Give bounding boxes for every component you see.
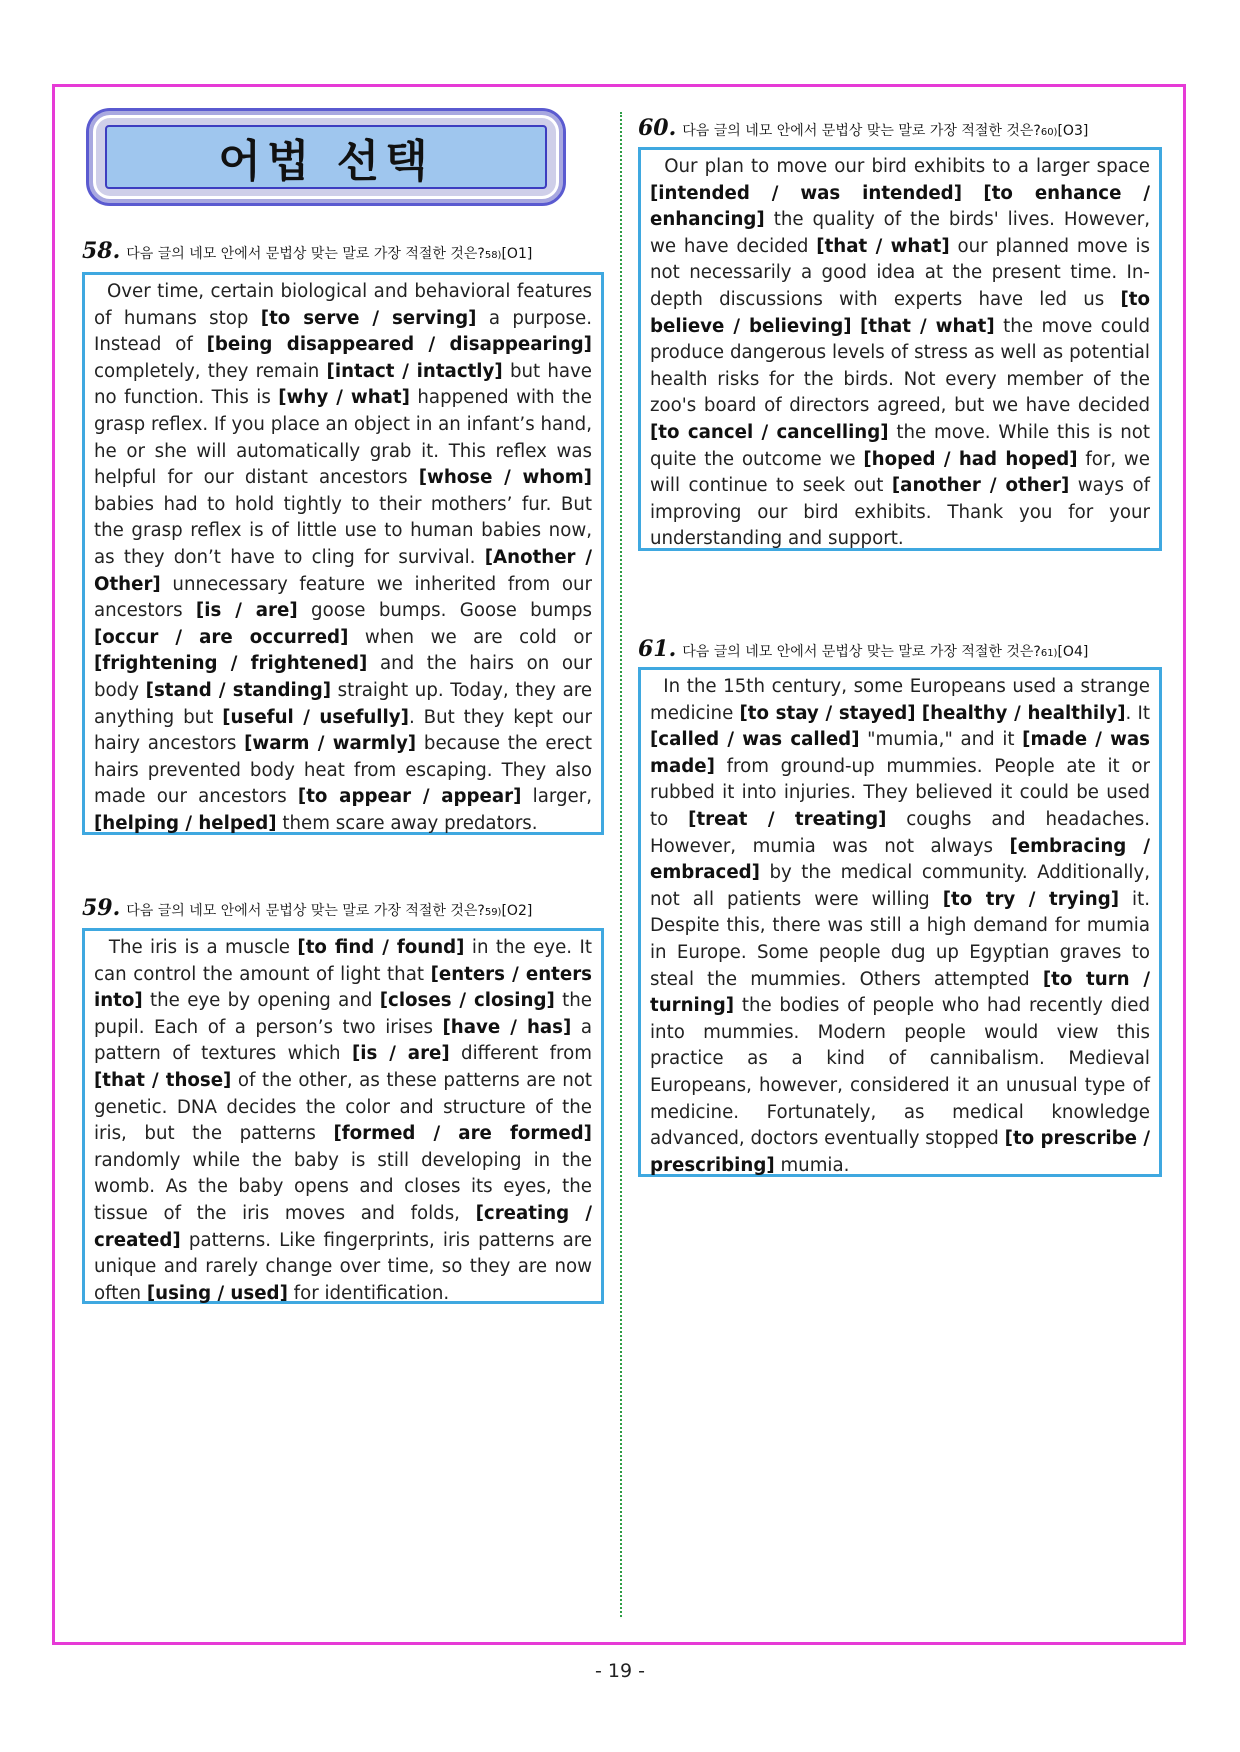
passage-text: The iris is a muscle — [94, 937, 298, 958]
answer-choice: [intended / was intended] — [650, 182, 963, 204]
question-footnote: 61) — [1040, 648, 1058, 659]
question-footnote: 60) — [1040, 127, 1058, 138]
answer-choice: [made / was made] — [650, 729, 1150, 777]
section-title-banner — [86, 108, 566, 206]
answer-choice: [treat / treating] — [688, 808, 887, 830]
passage-text: it. Despite this, there was still a high demand for mumia in Europe. Some people dug up Egyptian graves to steal the mummies. Others attempted — [650, 888, 1150, 990]
question-prompt: 다음 글의 네모 안에서 문법상 맞는 말로 가장 적절한 것은? — [126, 246, 485, 262]
passage-text: . But they kept our hairy ancestors — [94, 706, 592, 755]
question-header-58 — [82, 238, 532, 264]
passage-text: but have no function. This is — [94, 360, 592, 409]
passage-box-60 — [638, 147, 1162, 551]
passage-text: a purpose. Instead of — [94, 307, 592, 356]
question-code: [O1] — [501, 246, 533, 262]
answer-choice: [whose / whom] — [418, 467, 592, 489]
passage-text: "mumia," and it — [859, 729, 1023, 751]
passage-box-61 — [638, 667, 1162, 1177]
answer-choice: [closes / closing] — [379, 990, 555, 1012]
answer-choice: [hoped / had hoped] — [863, 448, 1078, 470]
passage-text: the quality of the birds' lives. However, we have decided — [650, 209, 1150, 257]
answer-choice: [to stay / stayed] — [739, 702, 916, 724]
passage-text: randomly while the baby is still developing in the womb. As the baby opens and closes its eyes, the tissue of the iris moves and folds, — [94, 1149, 592, 1224]
passage-text: unnecessary feature we inherited from our ancestors — [94, 573, 592, 622]
passage-text: Our plan to move our bird exhibits to a larger space — [650, 156, 1156, 177]
question-prompt: 다음 글의 네모 안에서 문법상 맞는 말로 가장 적절한 것은? — [126, 903, 485, 919]
answer-choice: [have / has] — [442, 1016, 572, 1038]
passage-text: by the medical community. Additionally, not all patients were willing — [650, 862, 1150, 910]
answer-choice: [occur / are occurred] — [94, 626, 349, 648]
answer-choice: [to find / found] — [297, 937, 465, 958]
passage-text: in the eye. It can control the amount of light that — [94, 937, 592, 985]
answer-choice: [is / are] — [351, 1043, 450, 1065]
question-header-59 — [82, 895, 532, 921]
question-number: 61. — [638, 636, 677, 662]
answer-choice: [warm / warmly] — [244, 733, 417, 755]
passage-text: the bodies of people who had recently died into mummies. Modern people would view this practice as a kind of cannibalism. Medieval Europeans, however, considered it an unusual type of medicine. Fortunately, as medical knowledge advanced, doctors eventually stopped — [650, 995, 1150, 1150]
answer-choice: [to turn / turning] — [650, 968, 1150, 1017]
answer-choice: [another / other] — [891, 475, 1070, 497]
passage-text: mumia. — [774, 1154, 850, 1176]
answer-choice: [to try / trying] — [942, 888, 1120, 910]
passage-text: because the erect hairs prevented body heat from escaping. They also made our ancestors — [94, 733, 592, 808]
page-number: - 19 - — [595, 1660, 645, 1682]
passage-box-59 — [82, 928, 604, 1304]
answer-choice: [to believe / believing] — [650, 288, 1150, 337]
answer-choice: [why / what] — [278, 387, 410, 409]
question-prompt: 다음 글의 네모 안에서 문법상 맞는 말로 가장 적절한 것은? — [682, 644, 1041, 660]
answer-choice: [helping / helped] — [94, 812, 277, 834]
passage-text: them scare away predators. — [276, 812, 538, 834]
question-number: 59. — [82, 895, 121, 921]
answer-choice: [frightening / frightened] — [94, 653, 368, 675]
passage-text: the move. While this is not quite the outcome we — [650, 421, 1151, 470]
passage-text: different from — [449, 1043, 592, 1065]
passage-text — [852, 316, 860, 337]
answer-choice: [that / those] — [94, 1069, 232, 1091]
answer-choice: [to cancel / cancelling] — [650, 421, 889, 443]
question-footnote: 58) — [484, 250, 502, 261]
answer-choice: [intact / intactly] — [326, 360, 503, 382]
passage-text: when we are cold or — [348, 626, 592, 648]
section-title: 어법 선택 — [218, 136, 434, 187]
passage-text: for identification. — [287, 1282, 450, 1304]
passage-text: . It — [1125, 702, 1150, 724]
question-number: 60. — [638, 115, 677, 141]
answer-choice: [enters / enters into] — [94, 963, 592, 1012]
answer-choice: [Another / Other] — [94, 546, 592, 595]
answer-choice: [to enhance / enhancing] — [650, 182, 1150, 231]
question-header-60 — [638, 115, 1088, 141]
passage-text: and the hairs on our body — [94, 653, 593, 701]
answer-choice: [that / what] — [860, 315, 995, 337]
passage-text: coughs and headaches. However, mumia was not always — [650, 808, 1150, 857]
question-code: [O2] — [501, 903, 533, 919]
answer-choice: [creating / created] — [94, 1202, 593, 1251]
passage-box-58 — [82, 272, 604, 835]
answer-choice: [using / used] — [146, 1282, 288, 1304]
answer-choice: [embracing / embraced] — [650, 835, 1150, 884]
answer-choice: [to appear / appear] — [297, 786, 522, 808]
question-code: [O3] — [1057, 123, 1089, 139]
passage-text — [962, 183, 983, 204]
question-number: 58. — [82, 238, 121, 264]
passage-text: ways of improving our bird exhibits. Thank you for your understanding and support. — [650, 475, 1150, 550]
passage-text: In the 15th century, some Europeans used a strange medicine — [650, 676, 1156, 724]
passage-text: of the other, as these patterns are not genetic. DNA decides the color and structure of the iris, but the patterns — [94, 1069, 592, 1145]
passage-text: a pattern of textures which — [94, 1016, 592, 1065]
passage-text: completely, they remain — [94, 360, 327, 382]
answer-choice: [is / are] — [195, 600, 298, 622]
question-code: [O4] — [1057, 644, 1089, 660]
answer-choice: [to prescribe / prescribing] — [650, 1128, 1150, 1176]
answer-choice: [that / what] — [816, 235, 950, 257]
answer-choice: [stand / standing] — [145, 679, 332, 701]
passage-text: the pupil. Each of a person’s two irises — [94, 990, 592, 1038]
question-footnote: 59) — [484, 907, 502, 918]
question-prompt: 다음 글의 네모 안에서 문법상 맞는 말로 가장 적절한 것은? — [682, 123, 1041, 139]
question-header-61 — [638, 636, 1088, 662]
column-divider — [620, 112, 622, 1617]
passage-text: goose bumps. Goose bumps — [297, 600, 592, 622]
passage-text: our planned move is not necessarily a good idea at the present time. In-depth discussions with experts have led us — [650, 235, 1150, 310]
section-title-inner — [105, 125, 547, 189]
answer-choice: [useful / usefully] — [222, 706, 409, 728]
answer-choice: [to serve / serving] — [260, 307, 477, 329]
passage-text: from ground-up mummies. People ate it or rubbed it into injuries. They believed it could be used to — [650, 755, 1150, 830]
answer-choice: [formed / are formed] — [333, 1123, 592, 1145]
passage-text: patterns. Like fingerprints, iris patterns are unique and rarely change over time, so they are now often — [94, 1229, 592, 1304]
passage-text: larger, — [521, 786, 592, 808]
passage-text: straight up. Today, they are anything but — [94, 679, 593, 728]
answer-choice: [called / was called] — [650, 729, 860, 751]
passage-text: babies had to hold tightly to their mothers’ fur. But the grasp reflex is of little use to human babies now, as they don’t have to cling for survival. — [94, 493, 592, 568]
answer-choice: [being disappeared / disappearing] — [206, 334, 592, 356]
passage-text: happened with the grasp reflex. If you place an object in an infant’s hand, he or she will automatically grab it. This reflex was helpful for our distant ancestors — [94, 387, 592, 489]
passage-text: Over time, certain biological and behavioral features of humans stop — [94, 281, 598, 329]
passage-text: for, we will continue to seek out — [650, 448, 1150, 497]
answer-choice: [healthy / healthily] — [921, 702, 1126, 724]
passage-text: the eye by opening and — [142, 990, 380, 1012]
passage-text: the move could produce dangerous levels of stress as well as potential health risks for the birds. Not every member of the zoo's board of directors agreed, but we have decided — [650, 315, 1150, 417]
